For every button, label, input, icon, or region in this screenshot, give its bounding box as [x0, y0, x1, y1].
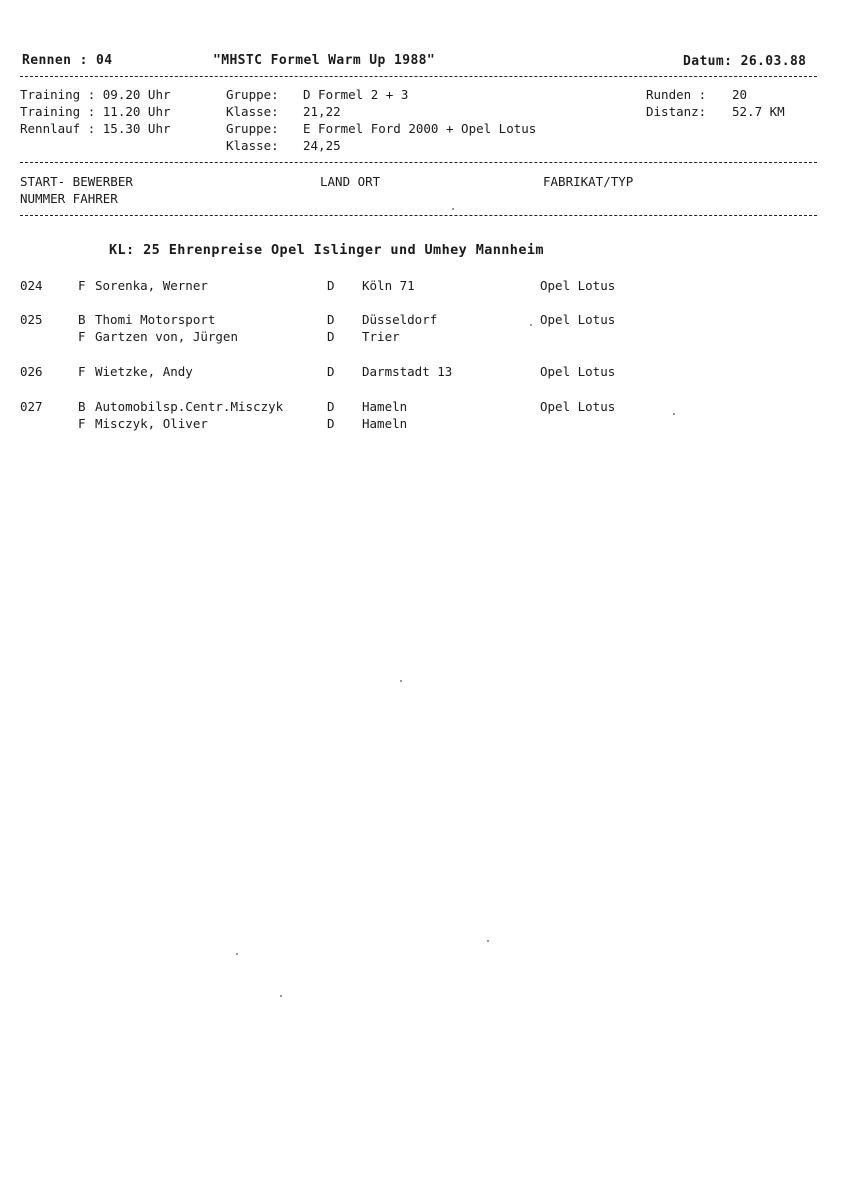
- entry-land: D: [327, 329, 335, 344]
- column-header-fabrikat: FABRIKAT/TYP: [543, 174, 634, 189]
- scan-speck: [530, 324, 532, 326]
- entry-role: F: [78, 416, 86, 431]
- entry-land: D: [327, 278, 335, 293]
- column-header-land-ort: LAND ORT: [320, 174, 381, 189]
- schedule-label: Gruppe:: [226, 121, 279, 136]
- class-heading: KL: 25 Ehrenpreise Opel Islinger und Umhey Mannheim: [109, 242, 544, 258]
- entry-land: D: [327, 312, 335, 327]
- entry-name: Misczyk, Oliver: [95, 416, 208, 431]
- header-divider: [20, 76, 817, 77]
- runden-value: 20: [732, 87, 748, 102]
- entry-name: Gartzen von, Jürgen: [95, 329, 238, 344]
- entry-fabrikat: Opel Lotus: [540, 312, 616, 327]
- column-header-start: START- BEWERBER: [20, 174, 133, 189]
- distanz-value: 52.7 KM: [732, 104, 785, 119]
- runden-label: Runden :: [646, 87, 707, 102]
- column-header-number: NUMMER FAHRER: [20, 191, 118, 206]
- distanz-label: Distanz:: [646, 104, 707, 119]
- schedule-value: 24,25: [303, 138, 341, 153]
- entry-role: F: [78, 329, 86, 344]
- entry-ort: Hameln: [362, 399, 408, 414]
- entry-name: Wietzke, Andy: [95, 364, 193, 379]
- schedule-label: Klasse:: [226, 104, 279, 119]
- scan-speck: [236, 953, 238, 955]
- schedule-value: D Formel 2 + 3: [303, 87, 409, 102]
- entry-role: B: [78, 312, 86, 327]
- schedule-session: Rennlauf : 15.30 Uhr: [20, 121, 171, 136]
- scan-speck: [452, 208, 454, 210]
- scan-speck: [673, 413, 675, 415]
- entry-role: B: [78, 399, 86, 414]
- entry-ort: Düsseldorf: [362, 312, 438, 327]
- schedule-divider: [20, 162, 817, 163]
- start-number: 026: [20, 364, 43, 379]
- entry-fabrikat: Opel Lotus: [540, 278, 616, 293]
- schedule-value: 21,22: [303, 104, 341, 119]
- entry-name: Automobilsp.Centr.Misczyk: [95, 399, 284, 414]
- scan-speck: [400, 680, 402, 682]
- scan-speck: [280, 995, 282, 997]
- race-title: "MHSTC Formel Warm Up 1988": [213, 53, 436, 68]
- entry-role: F: [78, 278, 86, 293]
- entry-ort: Köln 71: [362, 278, 415, 293]
- start-number: 027: [20, 399, 43, 414]
- schedule-label: Gruppe:: [226, 87, 279, 102]
- entry-ort: Trier: [362, 329, 400, 344]
- entry-fabrikat: Opel Lotus: [540, 399, 616, 414]
- scan-speck: [487, 940, 489, 942]
- schedule-session: Training : 11.20 Uhr: [20, 104, 171, 119]
- race-number: Rennen : 04: [22, 53, 113, 68]
- schedule-session: Training : 09.20 Uhr: [20, 87, 171, 102]
- entry-land: D: [327, 399, 335, 414]
- entry-name: Sorenka, Werner: [95, 278, 208, 293]
- schedule-value: E Formel Ford 2000 + Opel Lotus: [303, 121, 537, 136]
- entry-land: D: [327, 364, 335, 379]
- start-number: 025: [20, 312, 43, 327]
- start-number: 024: [20, 278, 43, 293]
- entry-ort: Darmstadt 13: [362, 364, 453, 379]
- race-date: Datum: 26.03.88: [683, 54, 807, 69]
- entry-role: F: [78, 364, 86, 379]
- entry-fabrikat: Opel Lotus: [540, 364, 616, 379]
- schedule-label: Klasse:: [226, 138, 279, 153]
- column-header-divider: [20, 215, 817, 216]
- entry-ort: Hameln: [362, 416, 408, 431]
- entry-name: Thomi Motorsport: [95, 312, 216, 327]
- entry-land: D: [327, 416, 335, 431]
